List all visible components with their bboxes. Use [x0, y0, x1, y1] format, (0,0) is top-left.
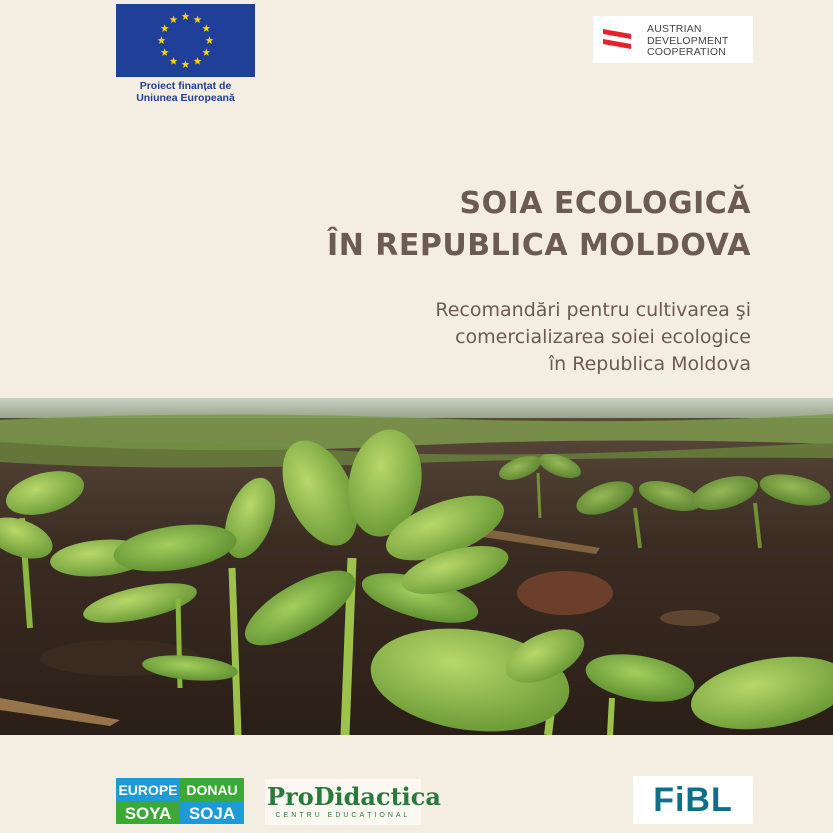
title-line2: ÎN REPUBLICA MOLDOVA [327, 228, 751, 263]
ada-line1: AUSTRIAN [647, 23, 702, 35]
ada-logo [593, 16, 753, 63]
eu-caption-line1: Proiect finanțat de [139, 80, 232, 92]
ada-text [647, 24, 729, 59]
subtitle-line1: Recomandări pentru cultivarea şi [435, 299, 751, 321]
cover-title [327, 183, 751, 267]
eu-caption [116, 80, 255, 104]
fibl-logo [633, 776, 753, 824]
subtitle-line2: comercializarea soiei ecologice [455, 326, 751, 348]
soybean-seedlings-photo [0, 398, 833, 735]
title-line1: SOIA ECOLOGICĂ [459, 186, 751, 221]
cover-subtitle [435, 297, 751, 378]
ada-line2: DEVELOPMENT [647, 34, 729, 47]
eu-caption-line2: Uniunea Europeană [136, 92, 235, 104]
soya-text: SOYA [124, 804, 172, 823]
prodidactica-logo [265, 779, 441, 825]
austrian-flag-icon [601, 26, 635, 52]
fibl-name: FiBL [653, 781, 733, 819]
eu-flag-icon [116, 4, 255, 77]
prodidactica-name: ProDidactica [267, 782, 441, 811]
europe-soya-logo [116, 778, 244, 824]
subtitle-line3: în Republica Moldova [548, 353, 751, 375]
prodidactica-sub: CENTRU EDUCAȚIONAL [275, 812, 411, 819]
donau-text: DONAU [186, 782, 238, 798]
soja-text: SOJA [188, 804, 236, 823]
ada-line3: COOPERATION [647, 46, 727, 58]
eu-stars [116, 4, 255, 77]
europe-text: EUROPE [118, 782, 178, 798]
